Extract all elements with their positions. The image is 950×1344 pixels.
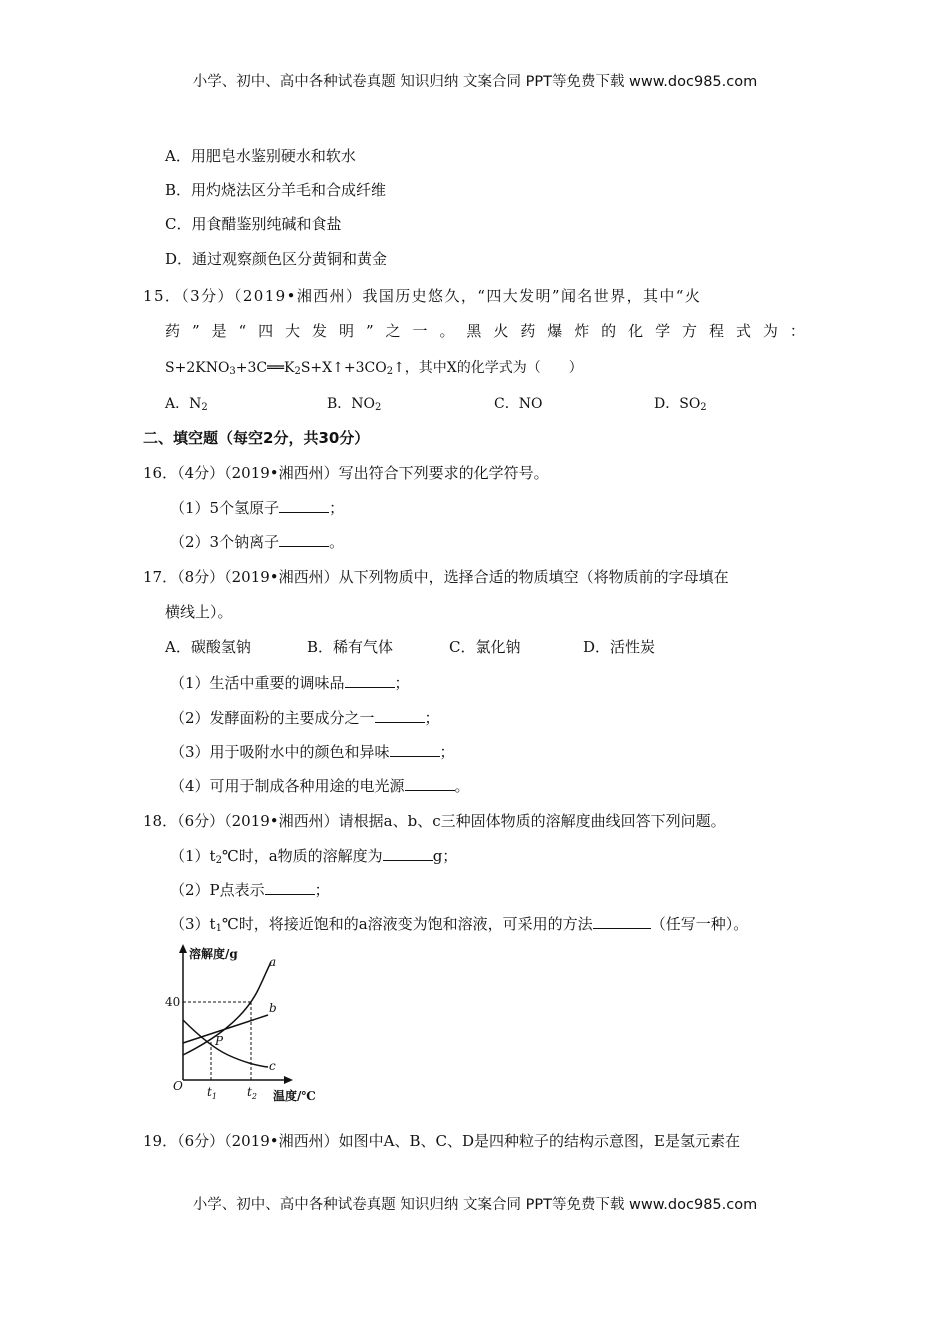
section2-title: 二、填空题（每空2分，共30分） bbox=[143, 429, 370, 447]
q17-choice-b: B．稀有气体 bbox=[307, 638, 394, 656]
t1-label: $t_1$ bbox=[207, 1085, 217, 1101]
q17-item-2: （2）发酵面粉的主要成分之一 ； bbox=[170, 709, 440, 727]
q15-option-d: D．$SO_2$ bbox=[654, 396, 707, 413]
curve-b-label: b bbox=[269, 1001, 277, 1015]
q18-stem: 18．（6分）（2019•湘西州）请根据a、b、c三种固体物质的溶解度曲线回答下列问题。 bbox=[143, 812, 726, 830]
q15-line2-char: 药 bbox=[165, 322, 181, 340]
q15-stem-line2 bbox=[165, 321, 805, 341]
q17-choice-c: C．氯化钠 bbox=[449, 638, 521, 656]
q15-line2-char: 一 bbox=[412, 322, 428, 340]
q17-item-3: （3）用于吸附水中的颜色和异味 ； bbox=[170, 743, 455, 761]
solubility-curve-graph bbox=[163, 940, 333, 1105]
y-tick-40: 40 bbox=[165, 995, 181, 1009]
origin-label: O bbox=[173, 1079, 183, 1093]
q17-stem-line1: 17．（8分）（2019•湘西州）从下列物质中，选择合适的物质填空（将物质前的字母填在 bbox=[143, 568, 729, 586]
q15-line2-char: “ bbox=[238, 322, 247, 340]
q15-line2-char: 式 bbox=[735, 322, 751, 340]
q15-line2-char: 是 bbox=[211, 322, 227, 340]
q15-option-a: A．$N_2$ bbox=[165, 396, 208, 413]
x-axis-arrow bbox=[284, 1076, 293, 1084]
q17-choice-d: D．活性炭 bbox=[583, 638, 656, 656]
q14-option-a: A．用肥皂水鉴别硬水和软水 bbox=[165, 147, 356, 165]
q15-line2-char: 药 bbox=[520, 322, 536, 340]
q16-item-1: （1）5个氢原子 ； bbox=[170, 499, 345, 517]
q15-line2-char: ” bbox=[191, 322, 200, 340]
q14-option-c: C．用食醋鉴别纯碱和食盐 bbox=[165, 215, 342, 233]
q15-line2-char: 爆 bbox=[547, 322, 563, 340]
q17-stem-line2: 横线上）。 bbox=[165, 603, 233, 621]
q15-equation: $S+2KNO_3+3C══K_2S+X↑+3CO_2↑$，其中X的化学式为（ ） bbox=[165, 360, 583, 377]
q14-option-b: B．用灼烧法区分羊毛和合成纤维 bbox=[165, 181, 387, 199]
curve-c-label: c bbox=[269, 1059, 276, 1073]
q15-line2-char: 发 bbox=[312, 322, 328, 340]
t2-label: $t_2$ bbox=[247, 1085, 257, 1101]
q15-line2-char: 四 bbox=[258, 322, 274, 340]
point-p-label: P bbox=[215, 1034, 224, 1048]
q15-line2-char: 炸 bbox=[574, 322, 590, 340]
q15-line2-char: ： bbox=[789, 322, 805, 340]
q15-option-c: C．NO bbox=[494, 396, 543, 412]
curve-a bbox=[183, 962, 271, 1055]
q19-stem: 19．（6分）（2019•湘西州）如图中A、B、C、D是四种粒子的结构示意图，E是氢元素在 bbox=[143, 1132, 740, 1150]
q15-line2-char: 的 bbox=[601, 322, 617, 340]
q16-item-2: （2）3个钠离子 。 bbox=[170, 533, 345, 551]
curve-a-label: a bbox=[269, 955, 277, 969]
q15-line2-char: 程 bbox=[708, 322, 724, 340]
q17-item-4: （4）可用于制成各种用途的电光源 。 bbox=[170, 777, 470, 795]
q15-line2-char: ” bbox=[365, 322, 374, 340]
x-axis-label: 温度/℃ bbox=[273, 1089, 316, 1103]
q15-stem-line1: 15．（3分）（2019•湘西州）我国历史悠久，“四大发明”闻名世界，其中“火 bbox=[143, 287, 702, 305]
q15-line2-char: 明 bbox=[338, 322, 354, 340]
q18-item-3: $(3)t_1℃$时，将接近饱和的a溶液变为饱和溶液，可采用的方法 （任写一种）。 bbox=[170, 915, 749, 934]
q15-line2-char: 化 bbox=[628, 322, 644, 340]
q15-line2-char: 。 bbox=[439, 322, 455, 340]
page-footer: 小学、初中、高中各种试卷真题 知识归纳 文案合同 PPT等免费下载 www.doc985.com bbox=[192, 1197, 758, 1213]
q14-option-d: D．通过观察颜色区分黄铜和黄金 bbox=[165, 250, 388, 268]
curve-c bbox=[183, 1020, 268, 1067]
q15-line2-char: 之 bbox=[385, 322, 401, 340]
q17-choice-a: A．碳酸氢钠 bbox=[165, 638, 251, 656]
q15-line2-char: 方 bbox=[682, 322, 698, 340]
q18-item-2: （2）P点表示 ； bbox=[170, 881, 330, 899]
page-header: 小学、初中、高中各种试卷真题 知识归纳 文案合同 PPT等免费下载 www.doc985.com bbox=[192, 74, 758, 90]
q15-line2-char: 为 bbox=[762, 322, 778, 340]
q15-line2-char: 火 bbox=[493, 322, 509, 340]
q17-item-1: （1）生活中重要的调味品 ； bbox=[170, 674, 410, 692]
q16-stem: 16．（4分）（2019•湘西州）写出符合下列要求的化学符号。 bbox=[143, 464, 549, 482]
q18-item-1: $(1)t_2℃$时，a物质的溶解度为 g； bbox=[170, 847, 458, 866]
q15-line2-char: 黑 bbox=[466, 322, 482, 340]
q15-line2-char: 学 bbox=[655, 322, 671, 340]
curve-b bbox=[183, 1015, 268, 1043]
y-axis-arrow bbox=[179, 944, 187, 953]
q15-option-b: B．$NO_2$ bbox=[327, 396, 382, 413]
q15-line2-char: 大 bbox=[285, 322, 301, 340]
y-axis-label: 溶解度/g bbox=[189, 947, 238, 961]
